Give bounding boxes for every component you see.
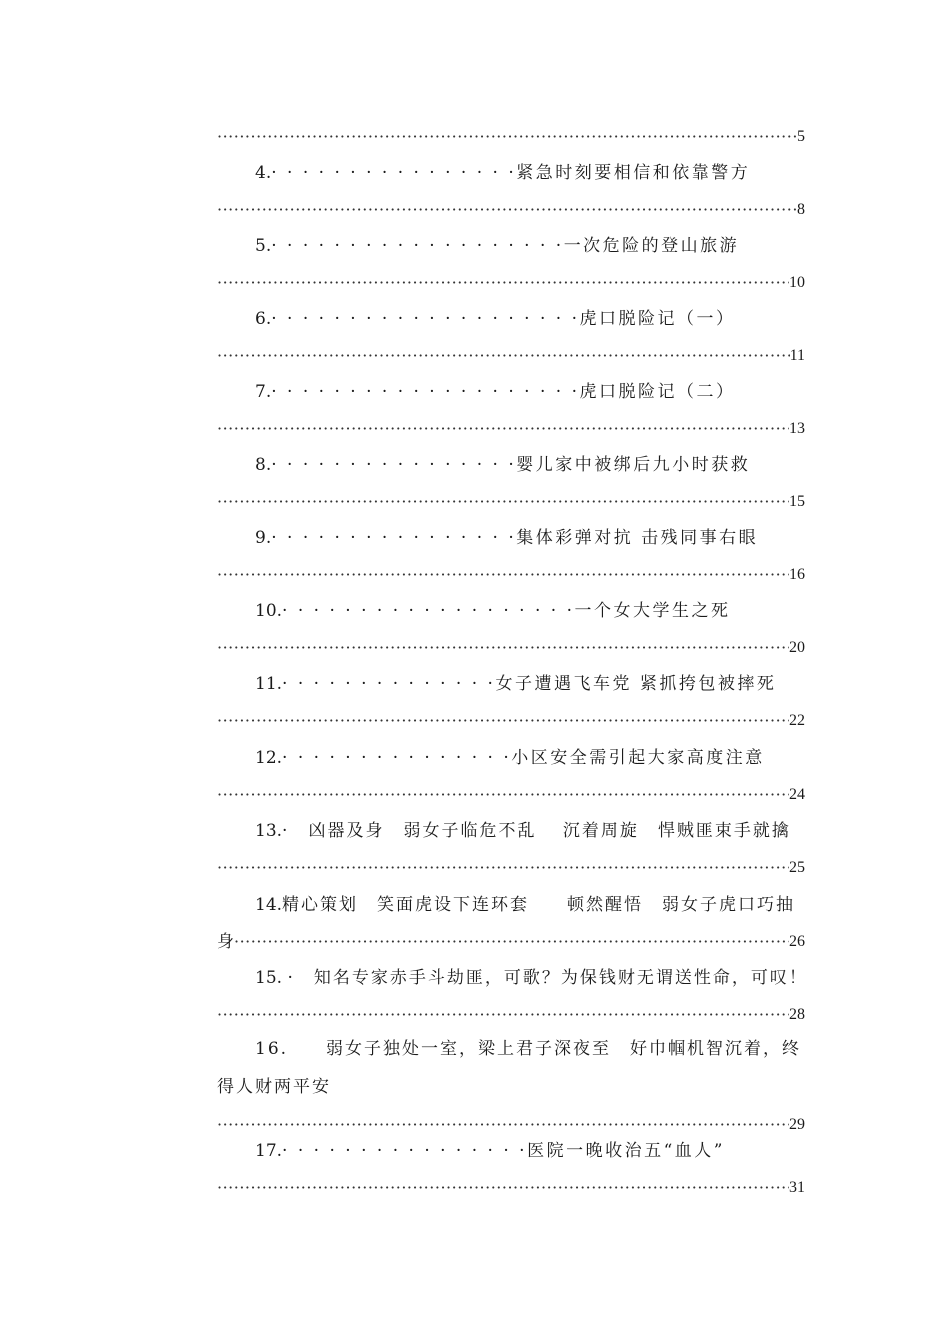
dot-leader xyxy=(217,1114,789,1136)
entry-title: 虎口脱险记（一） xyxy=(579,309,736,329)
dot-leader: · xyxy=(287,968,295,988)
entry-number: 17. xyxy=(255,1141,283,1161)
dot-leader: · · · · · · · · · · · · · · · · xyxy=(282,1141,528,1161)
page-number: 29 xyxy=(789,1116,805,1133)
page-number: 13 xyxy=(789,420,805,437)
entry-title: 凶器及身 弱女子临危不乱 沉着周旋 悍贼匪束手就擒 xyxy=(308,821,791,841)
dot-leader: · · · · · · · · · · · · · · · · xyxy=(271,163,517,183)
toc-entry-title xyxy=(255,672,805,696)
entry-title: 集体彩弹对抗 击残同事右眼 xyxy=(516,528,759,548)
entry-number: 7. xyxy=(255,382,272,402)
dot-leader: · xyxy=(282,821,290,841)
page-number: 11 xyxy=(789,347,805,364)
entry-number: 5. xyxy=(255,236,272,256)
entry-number: 10. xyxy=(255,601,283,621)
toc-entry-title xyxy=(255,161,805,185)
entry-title: 婴儿家中被绑后九小时获救 xyxy=(516,455,751,475)
toc-page-line xyxy=(217,637,805,659)
entry-title: 弱女子独处一室，梁上君子深夜至 好巾帼机智沉着，终得人财两平安 xyxy=(217,1039,802,1097)
toc-page-line xyxy=(217,418,805,440)
toc-page-line xyxy=(217,710,805,732)
page-number: 26 xyxy=(789,933,805,950)
toc-entry-title xyxy=(255,526,805,550)
toc-page-line xyxy=(217,857,805,879)
dot-leader: · · · · · · · · · · · · · · · · · · · xyxy=(271,236,564,256)
toc-page-line xyxy=(217,126,805,148)
dot-leader xyxy=(217,126,797,148)
entry-number: 11. xyxy=(255,674,283,694)
entry-number: 15. xyxy=(255,968,283,988)
entry-number: 9. xyxy=(255,528,272,548)
toc-page-line xyxy=(217,784,805,806)
dot-leader xyxy=(217,710,789,732)
page-number: 24 xyxy=(789,786,805,803)
entry-title-continuation: 身 xyxy=(217,932,234,952)
page-number: 31 xyxy=(789,1179,805,1196)
entry-number: 8. xyxy=(255,455,272,475)
toc-entry-title xyxy=(217,1030,805,1106)
toc-entry-title xyxy=(255,746,805,770)
entry-title: 一个女大学生之死 xyxy=(574,601,731,621)
dot-leader: · · · · · · · · · · · · · · · · · · · xyxy=(282,601,575,621)
toc-page-line xyxy=(217,272,805,294)
dot-leader xyxy=(217,564,789,586)
page-number: 8 xyxy=(797,201,805,218)
entry-title: 一次危险的登山旅游 xyxy=(563,236,740,256)
entry-number: 13. xyxy=(255,821,283,841)
entry-number: 6. xyxy=(255,309,272,329)
toc-page-line xyxy=(217,931,805,953)
dot-leader: · · · · · · · · · · · · · · · · xyxy=(271,455,517,475)
entry-title: 虎口脱险记（二） xyxy=(579,382,736,402)
toc-page-line xyxy=(217,1177,805,1199)
dot-leader xyxy=(217,857,789,879)
dot-leader xyxy=(217,418,789,440)
entry-title: 精心策划 笑面虎设下连环套 顿然醒悟 弱女子虎口巧抽 xyxy=(282,895,796,915)
toc-page-line xyxy=(217,345,805,367)
dot-leader: · · · · · · · · · · · · · · · · · · · · xyxy=(271,382,580,402)
toc-page-line xyxy=(217,491,805,513)
dot-leader xyxy=(217,1177,789,1199)
toc-page-line xyxy=(217,1114,805,1136)
entry-number: 14. xyxy=(255,895,283,915)
page-number: 10 xyxy=(789,274,805,291)
dot-leader xyxy=(217,491,789,513)
entry-title: 医院一晚收治五“血人” xyxy=(527,1141,725,1161)
toc-entry-title xyxy=(255,453,805,477)
entry-title: 小区安全需引起大家高度注意 xyxy=(511,748,765,768)
page-number: 15 xyxy=(789,493,805,510)
dot-leader xyxy=(217,345,790,367)
dot-leader: · · · · · · · · · · · · · · · · · · · · xyxy=(271,309,580,329)
toc-page-line xyxy=(217,564,805,586)
entry-number: 16. xyxy=(255,1039,289,1059)
page-number: 5 xyxy=(797,128,805,145)
dot-leader xyxy=(234,931,789,953)
toc-page-line xyxy=(217,1004,805,1026)
toc-entry-title xyxy=(255,893,805,917)
page-number: 16 xyxy=(789,566,805,583)
page-number: 22 xyxy=(789,712,805,729)
dot-leader xyxy=(217,1004,789,1026)
dot-leader xyxy=(217,784,789,806)
entry-number: 4. xyxy=(255,163,272,183)
page-number: 20 xyxy=(789,639,805,656)
dot-leader xyxy=(217,637,789,659)
toc-entry-title xyxy=(255,966,808,990)
toc-entry-title xyxy=(255,819,805,843)
toc-entry-title xyxy=(255,234,805,258)
dot-leader: · · · · · · · · · · · · · · xyxy=(282,674,496,694)
toc-entry-title xyxy=(255,599,805,623)
toc-entry-title xyxy=(255,1139,805,1163)
toc-page-line xyxy=(217,199,805,221)
dot-leader: · · · · · · · · · · · · · · · · xyxy=(271,528,517,548)
entry-title: 知名专家赤手斗劫匪，可歌？为保钱财无谓送性命，可叹！ xyxy=(313,968,808,988)
toc-entry-title xyxy=(255,307,805,331)
page-number: 25 xyxy=(789,859,805,876)
entry-title: 紧急时刻要相信和依靠警方 xyxy=(516,163,751,183)
toc-entry-title xyxy=(255,380,805,404)
entry-title: 女子遭遇飞车党 紧抓挎包被摔死 xyxy=(495,674,777,694)
dot-leader xyxy=(217,272,789,294)
page-number: 28 xyxy=(789,1006,805,1023)
dot-leader: · · · · · · · · · · · · · · · xyxy=(282,748,512,768)
dot-leader xyxy=(217,199,797,221)
entry-number: 12. xyxy=(255,748,283,768)
